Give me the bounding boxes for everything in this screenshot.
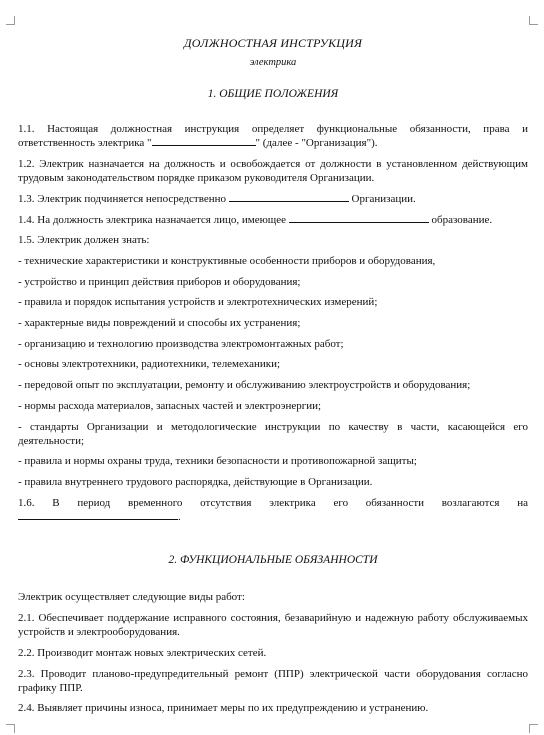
paragraph-text: . xyxy=(178,511,181,524)
paragraph-1-3 xyxy=(18,192,528,206)
list-item: - правила и порядок испытания устройств и электротехнических измерений; xyxy=(18,296,378,309)
deputy-blank xyxy=(18,518,178,520)
paragraph-text: 1.4. На должность электрика назначается лицо, имеющее xyxy=(18,213,289,226)
list-item: - правила и нормы охраны труда, техники безопасности и противопожарной защиты; xyxy=(18,455,417,468)
section-duties-body xyxy=(18,590,528,715)
page-corner-mark xyxy=(529,724,538,733)
document-subtitle: электрика xyxy=(249,57,297,68)
document-title: ДОЛЖНОСТНАЯ ИНСТРУКЦИЯ xyxy=(183,36,363,50)
section-heading-duties: 2. ФУНКЦИОНАЛЬНЫЕ ОБЯЗАННОСТИ xyxy=(168,554,378,567)
list-item: - характерные виды повреждений и способы их устранения; xyxy=(18,317,301,330)
paragraph-1-2: 1.2. Электрик назначается на должность и освобождается от должности в установленном действующим трудовым законодательством порядке приказом руководителя Организации. xyxy=(18,157,528,185)
list-item: - устройство и принцип действия приборов и оборудования; xyxy=(18,275,301,288)
education-blank xyxy=(289,221,429,223)
paragraph-text: 1.3. Электрик подчиняется непосредственно xyxy=(18,192,229,205)
supervisor-blank xyxy=(229,200,349,202)
paragraph-text: Организации. xyxy=(348,192,416,205)
list-item: - организацию и технологию производства электромонтажных работ; xyxy=(18,337,344,350)
paragraph-text: 1.1. Настоящая должностная инструкция определяет функциональные обязанности, права и ответственность электрика " xyxy=(18,123,528,150)
paragraph-1-6 xyxy=(18,496,528,524)
list-item: - нормы расхода материалов, запасных частей и электроэнергии; xyxy=(18,399,322,412)
paragraph-2-1: 2.1. Обеспечивает поддержание исправного состояния, безаварийную и надежную работу обслуживаемых устройств и электрооборудования. xyxy=(18,611,528,639)
paragraph-text: 1.6. В период временного отсутствия электрика его обязанности возлагаются на xyxy=(18,496,528,509)
page-corner-mark xyxy=(6,16,15,25)
paragraph-1-1 xyxy=(18,122,528,150)
list-item: - стандарты Организации и методологические инструкции по качеству в части, касающейся его деятельности; xyxy=(18,420,528,447)
list-item: - правила внутреннего трудового распорядка, действующие в Организации. xyxy=(18,476,373,489)
paragraph-text: образование. xyxy=(428,213,493,226)
section-heading-general: 1. ОБЩИЕ ПОЛОЖЕНИЯ xyxy=(207,88,339,100)
paragraph-2-intro: Электрик осуществляет следующие виды работ: xyxy=(18,591,245,604)
paragraph-text: " (далее - "Организация"). xyxy=(255,137,378,150)
list-item: - основы электротехники, радиотехники, телемеханики; xyxy=(18,358,281,371)
page-corner-mark xyxy=(6,724,15,733)
section-general-body xyxy=(18,122,528,524)
page-corner-mark xyxy=(529,16,538,25)
paragraph-2-4: 2.4. Выявляет причины износа, принимает меры по их предупреждению и устранению. xyxy=(18,702,429,715)
paragraph-2-2: 2.2. Производит монтаж новых электрических сетей. xyxy=(18,646,267,659)
paragraph-2-3: 2.3. Проводит планово-предупредительный ремонт (ППР) электрической части оборудования согласно графику ППР. xyxy=(18,667,528,694)
list-item: - передовой опыт по эксплуатации, ремонту и обслуживанию электроустройств и оборудования; xyxy=(18,379,471,392)
list-item: - технические характеристики и конструктивные особенности приборов и оборудования, xyxy=(18,254,436,267)
paragraph-1-4 xyxy=(18,213,528,227)
paragraph-1-5: 1.5. Электрик должен знать: xyxy=(18,234,150,247)
organization-name-blank xyxy=(152,144,256,146)
